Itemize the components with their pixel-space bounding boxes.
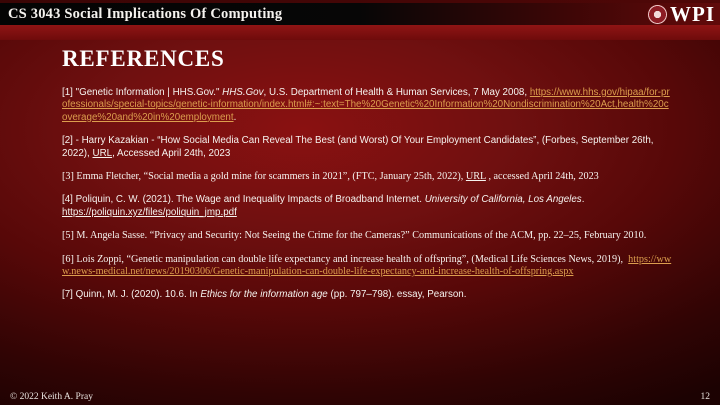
reference-item (62, 254, 674, 279)
reference-item (62, 87, 674, 124)
reference-text: Ethics for the information age (200, 289, 328, 301)
reference-text: [4] Poliquin, C. W. (2021). The Wage and Inequality Impacts of Broadband Internet. (62, 194, 425, 206)
page-number: 12 (700, 392, 710, 402)
reference-link[interactable]: https://www.news-medical.net/news/20190306/Genetic-manipulation-can-double-life-expectancy-and-increase-health-of-offspring.aspx (62, 253, 672, 278)
reference-text: [3] Emma Fletcher, “Social media a gold mine for scammers in 2021”, (FTC, January 25th, 2022), (62, 171, 466, 183)
slide-title: REFERENCES (62, 46, 225, 71)
reference-text: [1] "Genetic Information | HHS.Gov." (62, 87, 223, 98)
reference-text: [7] Quinn, M. J. (2020). 10.6. In (62, 289, 201, 301)
reference-text: HHS.Gov (222, 87, 264, 98)
wpi-logo-text: WPI (670, 1, 715, 26)
copyright-text: © 2022 Keith A. Pray (10, 392, 93, 402)
reference-item (62, 230, 674, 242)
reference-text: , Accessed April 24th, 2023 (112, 147, 231, 159)
footer (10, 392, 710, 402)
reference-link[interactable]: https://poliquin.xyz/files/poliquin_jmp.pdf (62, 206, 237, 218)
reference-text: , accessed April 24th, 2023 (485, 171, 599, 183)
reference-text: [5] M. Angela Sasse. “Privacy and Security: Not Seeing the Crime for the Cameras?” Communications of the ACM, pp. 22–25, February 2010. (62, 230, 647, 242)
reference-text: . (233, 111, 237, 123)
reference-link[interactable]: URL (92, 147, 113, 159)
reference-link[interactable]: https://www.hhs.gov/hipaa/for-professionals/special-topics/genetic-information/index.html#:~:text=The%20Genetic%20Information%20Nondiscrimination%20Act,health%20coverage%20and%20in%20employment (62, 87, 670, 123)
wpi-logo (648, 1, 720, 26)
reference-text: [6] Lois Zoppi, “Genetic manipulation can double life expectancy and increase health of offspring”, (Medical Life Sciences News, 2019), (62, 253, 629, 265)
reference-text: . (581, 194, 588, 206)
reference-item (62, 171, 674, 183)
references-list (62, 87, 674, 302)
reference-text: (pp. 797–798). essay, Pearson. (327, 289, 467, 301)
reference-text: , U.S. Department of Health & Human Services, 7 May 2008, (263, 87, 530, 98)
wpi-seal-icon (648, 5, 667, 24)
reference-text: [2] - Harry Kazakian - “How Social Media Can Reveal The Best (and Worst) Of Your Employment Candidates”, (Forbes, September 26th, 2022), (62, 135, 657, 159)
reference-link[interactable]: URL (465, 171, 486, 183)
header-accent-strip (0, 25, 720, 40)
course-title: CS 3043 Social Implications Of Computing (8, 5, 283, 22)
reference-item (62, 135, 674, 160)
reference-text: University of California, Los Angeles (424, 194, 582, 206)
reference-item (62, 194, 674, 219)
slide-content (62, 46, 674, 313)
reference-item (62, 289, 674, 301)
header-bar (0, 3, 720, 25)
